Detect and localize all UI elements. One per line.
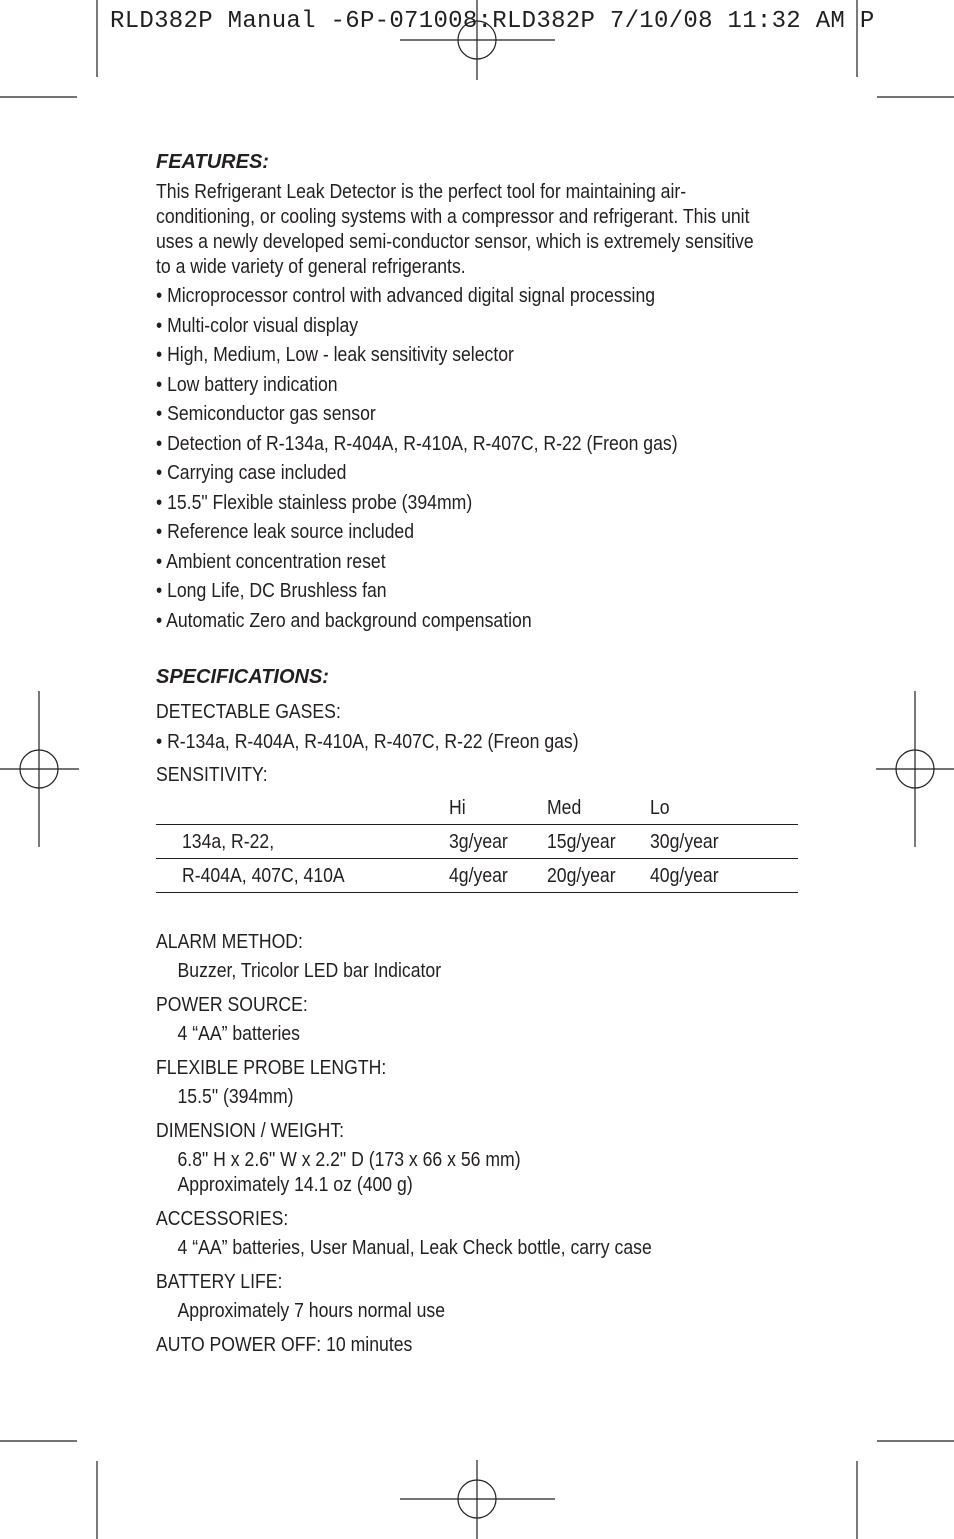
- table-row: [156, 859, 798, 893]
- table-cell: 3g/year: [449, 825, 547, 859]
- table-header-cell: Med: [547, 796, 582, 819]
- feature-item: • Semiconductor gas sensor: [156, 402, 376, 425]
- feature-item: • Reference leak source included: [156, 520, 415, 543]
- table-cell: 30g/year: [650, 825, 798, 859]
- battery-life-label: BATTERY LIFE:: [156, 1270, 283, 1293]
- alarm-method-label: ALARM METHOD:: [156, 930, 303, 953]
- feature-item: • High, Medium, Low - leak sensitivity selector: [156, 343, 514, 366]
- intro-line: conditioning, or cooling systems with a compressor and refrigerant. This unit: [156, 205, 750, 228]
- auto-power-off: AUTO POWER OFF: 10 minutes: [156, 1333, 413, 1356]
- table-header-cell: Lo: [650, 796, 670, 819]
- table-cell: 20g/year: [547, 859, 650, 893]
- detectable-gases-value: • R-134a, R-404A, R-410A, R-407C, R-22 (Freon gas): [156, 730, 579, 753]
- accessories-value: 4 “AA” batteries, User Manual, Leak Check bottle, carry case: [177, 1236, 652, 1259]
- feature-item: • Carrying case included: [156, 461, 347, 484]
- dimension-value: 6.8" H x 2.6" W x 2.2" D (173 x 66 x 56 mm): [177, 1148, 521, 1171]
- feature-item: • Low battery indication: [156, 372, 338, 396]
- features-heading: FEATURES:: [156, 151, 269, 173]
- probe-length-value: 15.5" (394mm): [177, 1085, 294, 1108]
- feature-item: • 15.5" Flexible stainless probe (394mm): [156, 490, 473, 514]
- features-intro: [156, 179, 792, 279]
- table-cell: 134a, R-22,: [156, 825, 449, 859]
- print-slug: RLD382P Manual -6P-071008:RLD382P 7/10/08 11:32 AM P: [110, 8, 875, 35]
- features-list: [156, 283, 806, 637]
- weight-value: Approximately 14.1 oz (400 g): [177, 1173, 413, 1196]
- table-header-row: [156, 791, 798, 825]
- table-cell: R-404A, 407C, 410A: [156, 859, 449, 893]
- detectable-gases-label: DETECTABLE GASES:: [156, 700, 341, 723]
- dimension-weight-label: DIMENSION / WEIGHT:: [156, 1119, 345, 1142]
- specifications-heading: SPECIFICATIONS:: [156, 666, 329, 688]
- feature-item: • Long Life, DC Brushless fan: [156, 579, 387, 602]
- power-source-value: 4 “AA” batteries: [177, 1022, 300, 1045]
- feature-item: • Multi-color visual display: [156, 313, 359, 337]
- table-row: [156, 825, 798, 859]
- accessories-label: ACCESSORIES:: [156, 1207, 289, 1230]
- probe-length-label: FLEXIBLE PROBE LENGTH:: [156, 1056, 387, 1079]
- feature-item: • Detection of R-134a, R-404A, R-410A, R-407C, R-22 (Freon gas): [156, 431, 678, 455]
- intro-line: This Refrigerant Leak Detector is the perfect tool for maintaining air-: [156, 180, 687, 203]
- intro-line: to a wide variety of general refrigerants.: [156, 255, 466, 278]
- feature-item: • Automatic Zero and background compensation: [156, 608, 532, 632]
- sensitivity-table: [156, 791, 798, 893]
- battery-life-value: Approximately 7 hours normal use: [177, 1299, 446, 1322]
- alarm-method-value: Buzzer, Tricolor LED bar Indicator: [177, 959, 442, 982]
- table-cell: 15g/year: [547, 825, 650, 859]
- power-source-label: POWER SOURCE:: [156, 993, 308, 1016]
- table-header-cell: [156, 791, 449, 825]
- sensitivity-label: SENSITIVITY:: [156, 763, 268, 786]
- table-header-cell: Hi: [449, 796, 466, 819]
- table-cell: 40g/year: [650, 859, 798, 893]
- feature-item: • Microprocessor control with advanced digital signal processing: [156, 284, 656, 307]
- manual-page: [156, 150, 806, 1357]
- feature-item: • Ambient concentration reset: [156, 549, 386, 573]
- intro-line: uses a newly developed semi-conductor sensor, which is extremely sensitive: [156, 230, 754, 253]
- table-cell: 4g/year: [449, 859, 547, 893]
